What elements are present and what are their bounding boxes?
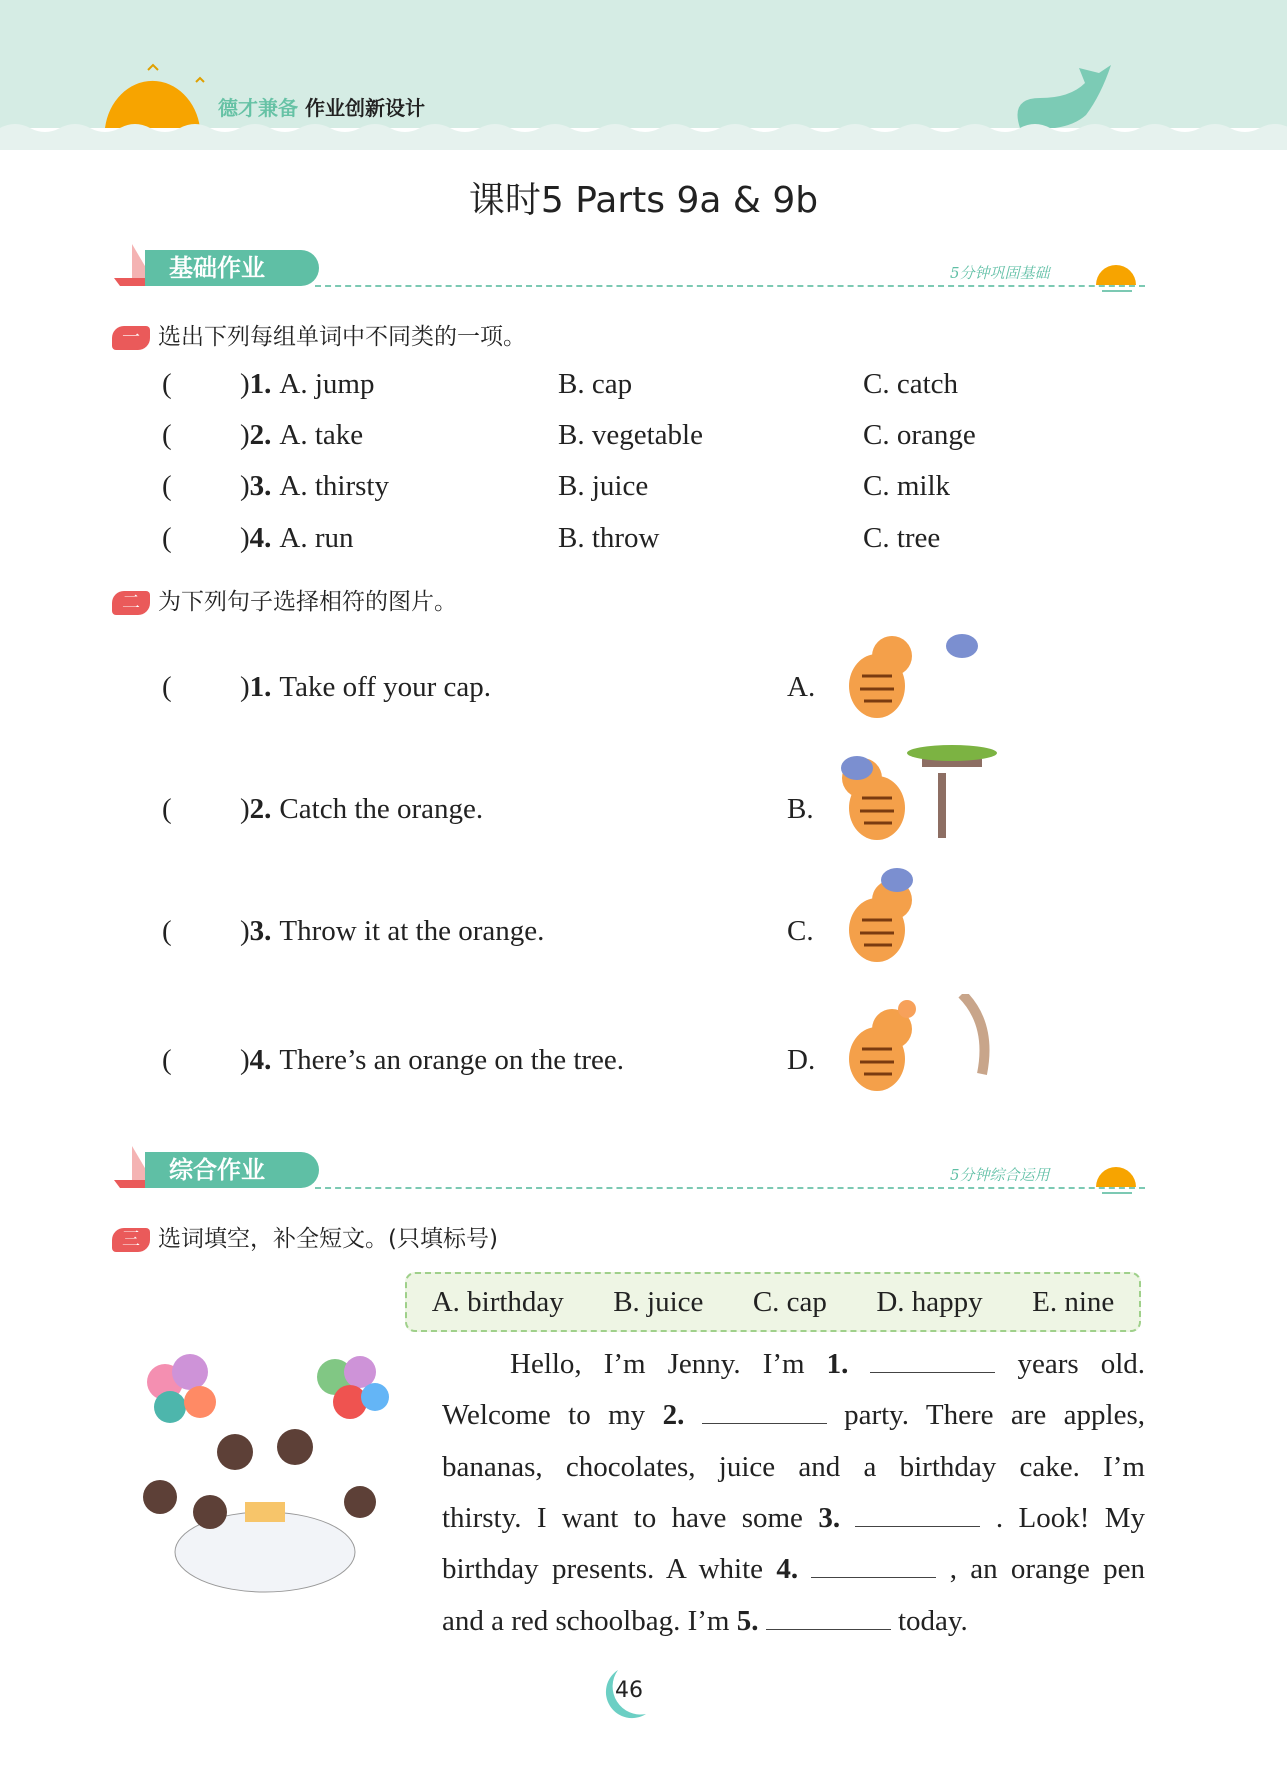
answer-bracket[interactable]: ( (162, 419, 172, 451)
section-banner-comprehensive: 综合作业 (145, 1152, 319, 1188)
passage-line (442, 1502, 1145, 1535)
q1-item: )2. A. take (240, 419, 364, 451)
section-banner-basic: 基础作业 (145, 250, 319, 286)
header-band (0, 0, 1287, 150)
item-number: 2. (249, 419, 272, 451)
option: B. juice (613, 1286, 704, 1318)
page-title: 课时5 Parts 9a & 9b (468, 180, 819, 221)
tiger-picture (822, 743, 1002, 843)
divider (315, 1187, 1145, 1189)
q2-item: )1. Take off your cap. (240, 671, 492, 703)
answer-bracket[interactable]: ( (162, 1044, 172, 1076)
picture-letter: D. (787, 1044, 816, 1076)
answer-bracket[interactable]: ( (162, 793, 172, 825)
passage-text: , an orange pen (949, 1553, 1146, 1586)
blank-number: 1. (826, 1348, 849, 1380)
choice-a: A. jump (279, 368, 375, 400)
tiger-picture (822, 994, 1002, 1094)
answer-blank[interactable] (811, 1555, 936, 1578)
sentence: Take off your cap. (279, 671, 492, 703)
item-number: 2. (249, 793, 272, 825)
q2-instruction: 为下列句子选择相符的图片。 (158, 589, 457, 615)
section-hint: 5分钟综合运用 (950, 1166, 1050, 1184)
answer-blank[interactable] (702, 1401, 827, 1424)
picture-letter: C. (787, 915, 814, 947)
choice-a: A. thirsty (279, 470, 389, 502)
choice-c: C. orange (863, 419, 976, 451)
choice-a: A. take (279, 419, 364, 451)
sun-icon (1092, 1157, 1147, 1197)
choice-a: A. run (279, 522, 354, 554)
q2-item: )3. Throw it at the orange. (240, 915, 545, 947)
answer-bracket[interactable]: ( (162, 915, 172, 947)
q1-item: )4. A. run (240, 522, 354, 554)
answer-bracket[interactable]: ( (162, 671, 172, 703)
sentence: Catch the orange. (279, 793, 484, 825)
blank-number: 5. (736, 1604, 759, 1637)
brand-black: 作业创新设计 (304, 96, 425, 120)
page-number: 46 (615, 1678, 643, 1703)
item-number: 4. (249, 522, 272, 554)
passage-text: Welcome to my (442, 1399, 646, 1432)
passage-text: . Look! My (995, 1501, 1146, 1534)
choice-c: C. milk (863, 470, 951, 502)
passage-text: and a red schoolbag. I’m (442, 1604, 730, 1637)
q2-item: )2. Catch the orange. (240, 793, 484, 825)
passage-text: years old. (1017, 1348, 1146, 1380)
passage-text: party. There are apples, (844, 1399, 1146, 1432)
item-number: 3. (249, 915, 272, 947)
brand-green: 德才兼备 (218, 96, 298, 120)
option: D. happy (876, 1286, 983, 1318)
tiger-picture (822, 621, 1002, 721)
option: C. cap (752, 1286, 827, 1318)
item-number: 1. (249, 671, 272, 703)
q1-instruction: 选出下列每组单词中不同类的一项。 (158, 324, 526, 350)
q3-instruction: 选词填空，补全短文。(只填标号) (158, 1226, 498, 1252)
sentence: There’s an orange on the tree. (279, 1044, 625, 1076)
tiger-picture (822, 865, 1002, 965)
passage-text: birthday presents. A white (442, 1553, 764, 1586)
blank-number: 4. (776, 1553, 799, 1586)
option: A. birthday (431, 1286, 564, 1318)
sentence: Throw it at the orange. (279, 915, 545, 947)
answer-blank[interactable] (855, 1504, 980, 1527)
passage-text: Hello, I’m Jenny. I’m (510, 1348, 805, 1380)
passage-text: today. (897, 1604, 968, 1637)
item-number: 4. (249, 1044, 272, 1076)
q3-badge: 三 (112, 1228, 150, 1252)
q3-heading (112, 1220, 498, 1253)
q1-item: )3. A. thirsty (240, 470, 389, 502)
choice-b: B. cap (558, 368, 633, 400)
divider (315, 285, 1145, 287)
q1-heading (112, 318, 526, 351)
passage-line (442, 1451, 1145, 1484)
answer-bracket[interactable]: ( (162, 522, 172, 554)
item-number: 3. (249, 470, 272, 502)
passage-line (510, 1348, 1145, 1381)
passage-text: thirsty. I want to have some (442, 1501, 803, 1534)
choice-b: B. juice (558, 470, 649, 502)
section-hint: 5分钟巩固基础 (950, 264, 1050, 282)
passage-line (442, 1399, 1145, 1432)
answer-blank[interactable] (766, 1607, 891, 1630)
choice-b: B. throw (558, 522, 660, 554)
passage-line (442, 1553, 1145, 1586)
picture-letter: A. (787, 671, 816, 703)
choice-c: C. tree (863, 522, 941, 554)
passage-line (442, 1605, 1145, 1638)
blank-number: 3. (818, 1501, 841, 1534)
word-options-box (405, 1272, 1141, 1332)
birthday-party-illustration (125, 1352, 405, 1632)
passage-text: bananas, chocolates, juice and a birthday cake. I’m (442, 1450, 1145, 1483)
option: E. nine (1032, 1286, 1115, 1318)
header-decoration-icon (0, 0, 1287, 150)
blank-number: 2. (662, 1399, 685, 1432)
choice-c: C. catch (863, 368, 959, 400)
q2-badge: 二 (112, 591, 150, 615)
item-number: 1. (249, 368, 272, 400)
q1-badge: 一 (112, 326, 150, 350)
q2-heading (112, 583, 457, 616)
picture-letter: B. (787, 793, 814, 825)
q1-item: )1. A. jump (240, 368, 375, 400)
sun-icon (1092, 255, 1147, 295)
q2-item: )4. There’s an orange on the tree. (240, 1044, 625, 1076)
answer-bracket[interactable]: ( (162, 368, 172, 400)
answer-bracket[interactable]: ( (162, 470, 172, 502)
answer-blank[interactable] (870, 1350, 995, 1373)
brand-text (218, 92, 425, 121)
choice-b: B. vegetable (558, 419, 703, 451)
